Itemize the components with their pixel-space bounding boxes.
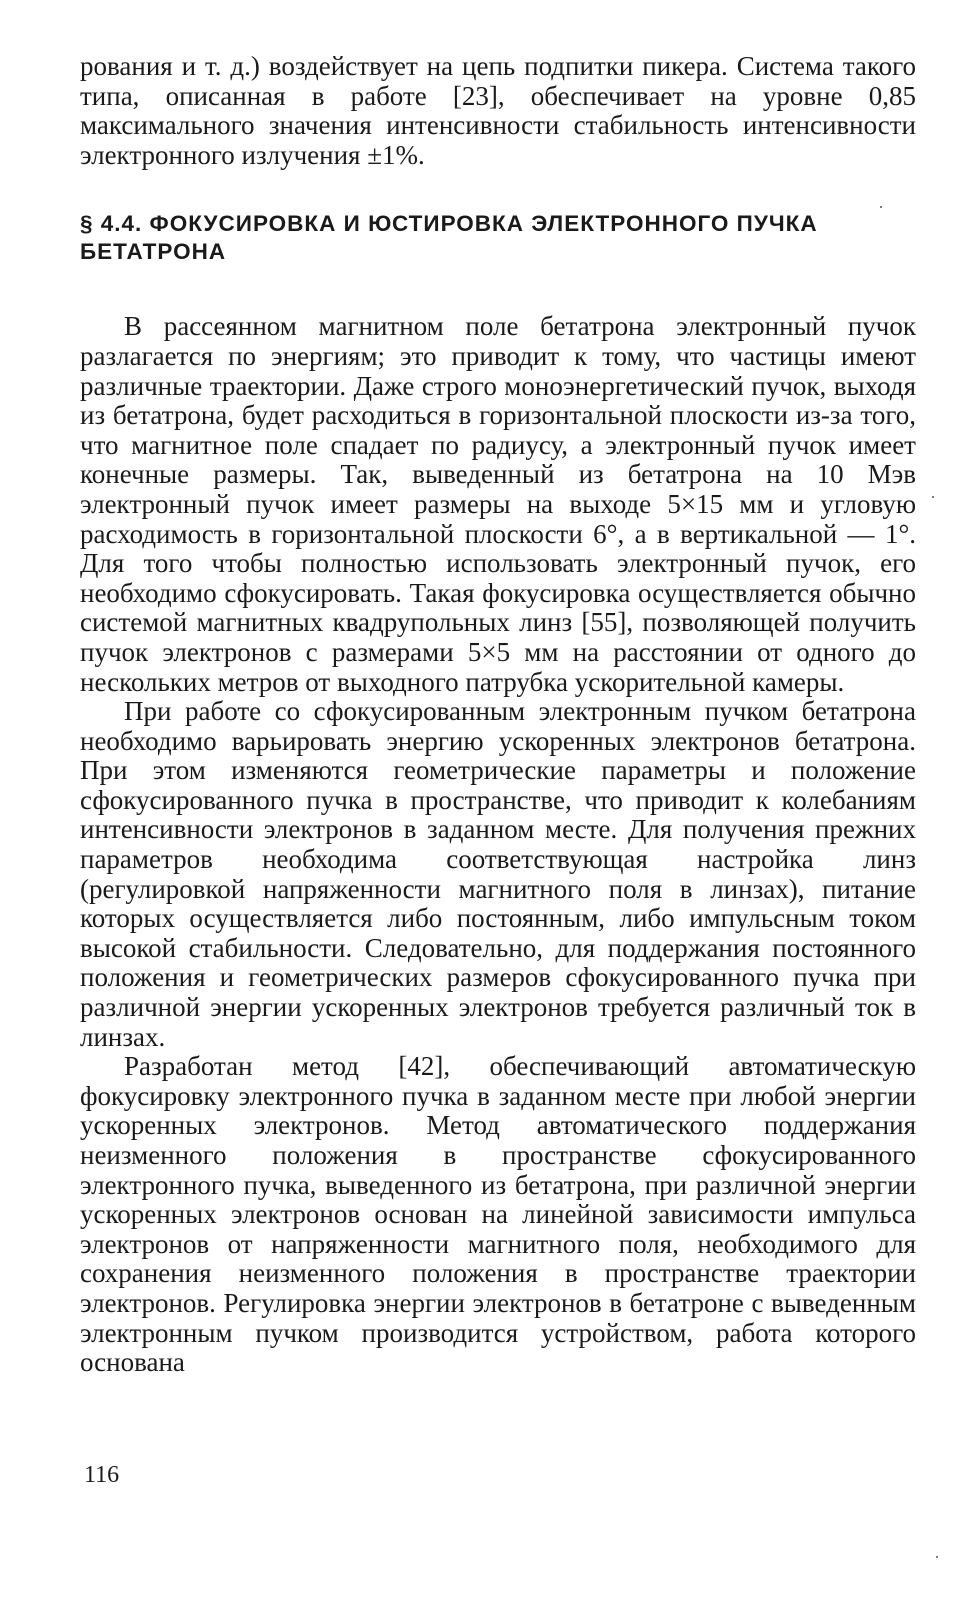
scan-speck — [880, 206, 882, 208]
scan-speck — [936, 1556, 938, 1558]
continued-paragraph: рования и т. д.) воздействует на цепь подпитки пикера. Система такого типа, описанная в работе [23], обеспечивает на уровне 0,85 максимального значения интенсивности стабильность интенсивности электронного излучения ±1%. — [80, 51, 916, 170]
scan-speck — [932, 496, 934, 498]
section-heading: § 4.4. ФОКУСИРОВКА И ЮСТИРОВКА ЭЛЕКТРОННОГО ПУЧКА БЕТАТРОНА — [80, 211, 818, 265]
paragraph-automatic-focusing: Разработан метод [42], обеспечивающий автоматическую фокусировку электронного пучка в заданном месте при любой энергии ускоренных электронов. Метод автоматического поддержания неизменного положения в пространстве сфокусированного электронного пучка, выведенного из бетатрона, при различной энергии ускоренных электронов основан на линейной зависимости импульса электронов от напряженности магнитного поля, необходимого для сохранения неизменного положения в пространстве траектории электронов. Регулировка энергии электронов в бетатроне с выведенным электронным пучком производится устройством, работа которого основана — [80, 1051, 916, 1378]
paragraph-energy-variation: При работе со сфокусированным электронным пучком бетатрона необходимо варьировать энергию ускоренных электронов бетатрона. При этом изменяются геометрические параметры и положение сфокусированного пучка в пространстве, что приводит к колебаниям интенсивности электронов в заданном месте. Для получения прежних параметров необходима соответствующая настройка линз (регулировкой напряженности магнитного поля в линзах), питание которых осуществляется либо постоянным, либо импульсным током высокой стабильности. Следовательно, для поддержания постоянного положения и геометрических размеров сфокусированного пучка при различной энергии ускоренных электронов требуется различный ток в линзах. — [80, 696, 916, 1052]
page-number: 116 — [84, 1462, 120, 1488]
book-page — [80, 52, 916, 1378]
paragraph-focusing-intro: В рассеянном магнитном поле бетатрона электронный пучок разлагается по энергиям; это приводит к тому, что частицы имеют различные траектории. Даже строго моноэнергетический пучок, выходя из бетатрона, будет расходиться в горизонтальной плоскости из-за того, что магнитное поле спадает по радиусу, а электронный пучок имеет конечные размеры. Так, выведенный из бетатрона на 10 Мэв электронный пучок имеет размеры на выходе 5×15 мм и угловую расходимость в горизонтальной плоскости 6°, а в вертикальной — 1°. Для того чтобы полностью использовать электронный пучок, его необходимо сфокусировать. Такая фокусировка осуществляется обычно системой магнитных квадрупольных линз [55], позволяющей получить пучок электронов с размерами 5×5 мм на расстоянии от одного до нескольких метров от выходного патрубка ускорительной камеры. — [80, 311, 916, 697]
